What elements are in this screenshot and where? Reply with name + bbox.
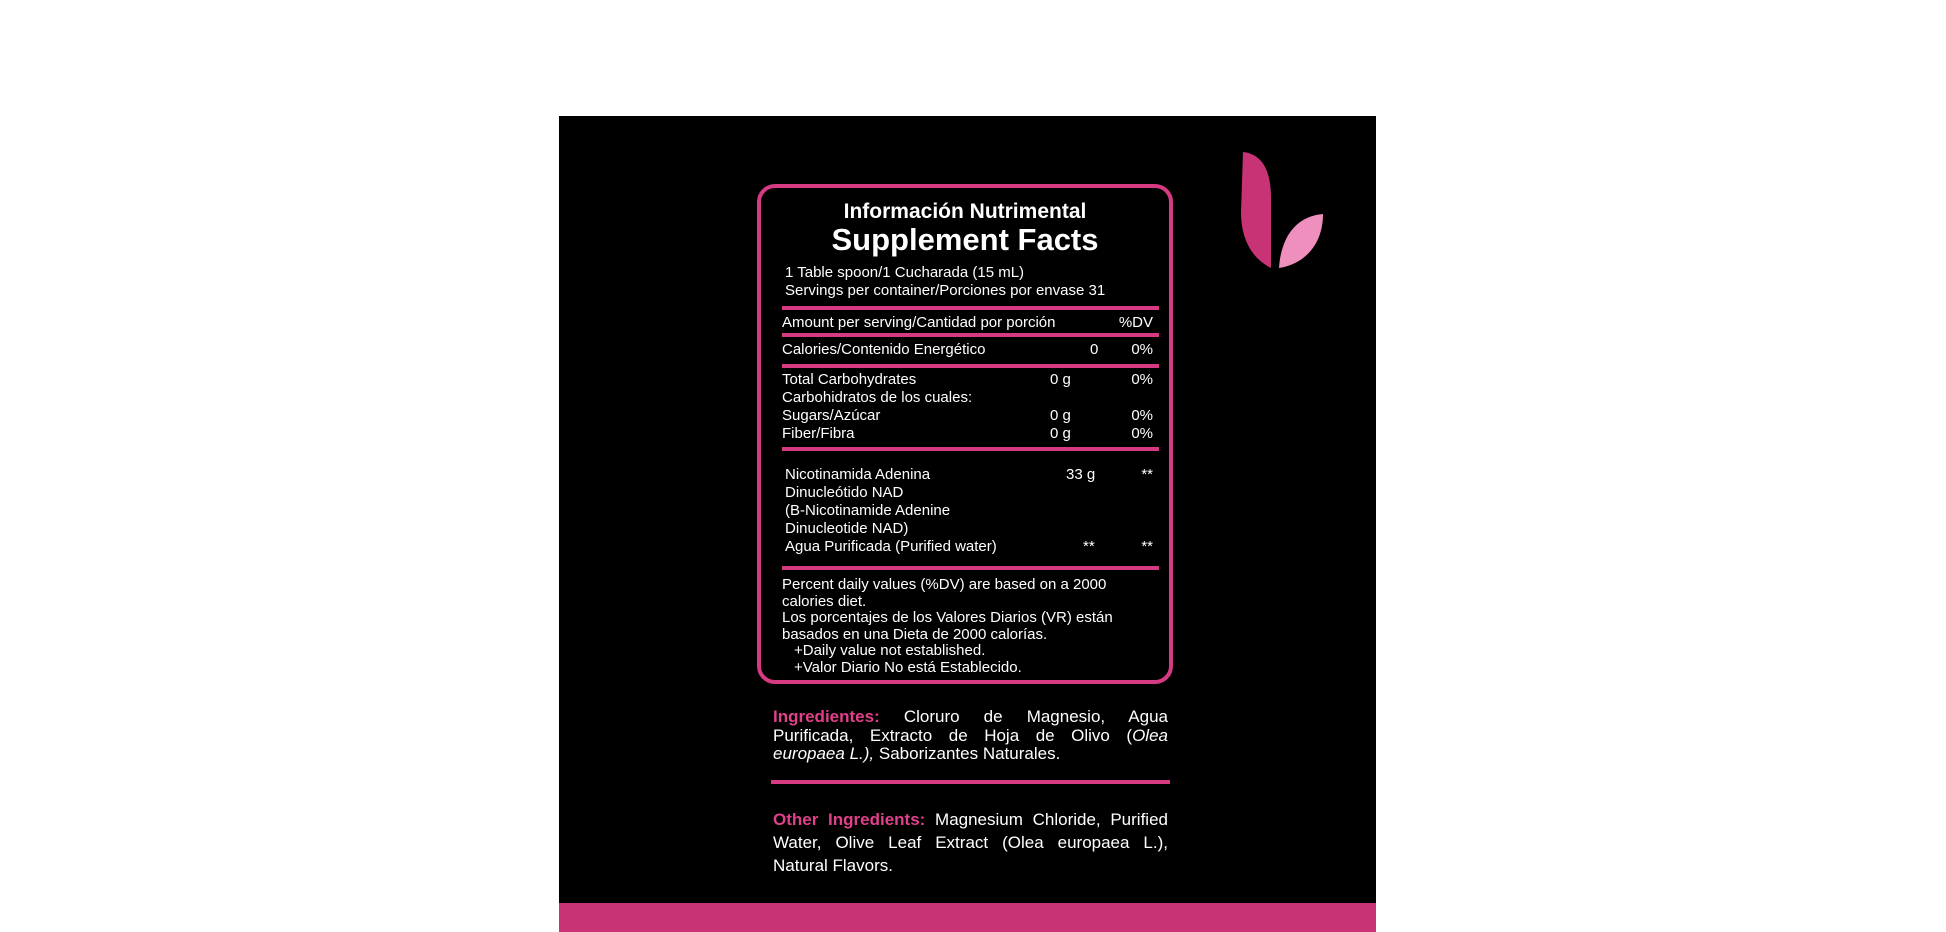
leaf-logo-icon (1239, 150, 1323, 268)
calories-label: Calories/Contenido Energético (782, 341, 986, 358)
ingredients-es-italic: Olea europaea L.), (773, 725, 1168, 763)
divider (782, 447, 1159, 451)
footnote-line: Percent daily values (%DV) are based on a 2000 (782, 576, 1107, 593)
footnotes (782, 577, 1162, 676)
carb-label: Total Carbohydrates (782, 371, 917, 388)
carb-dv: 0% (1131, 371, 1153, 388)
serving-size: 1 Table spoon/1 Cucharada (15 mL) (785, 264, 1025, 281)
footnote-line: Los porcentajes de los Valores Diarios (VR) están (782, 609, 1113, 626)
ingredients-es (773, 708, 1168, 764)
ingredients-es-label: Ingredientes: (773, 707, 880, 726)
carb-amount: 0 g (1050, 425, 1071, 442)
serving-info (785, 264, 1105, 300)
carb-label: Fiber/Fibra (782, 425, 855, 442)
carb-label: Sugars/Azúcar (782, 407, 881, 424)
servings-per-container: Servings per container/Porciones por envase 31 (785, 282, 1106, 299)
divider (782, 566, 1159, 570)
active-label: Agua Purificada (Purified water) (785, 538, 997, 555)
supplement-facts-panel (757, 184, 1173, 684)
active-label: Dinucleótido NAD (785, 484, 904, 501)
footnote-line: basados en una Dieta de 2000 calorías. (782, 625, 1048, 643)
dv-header: %DV (1118, 314, 1153, 331)
carb-amount: 0 g (1050, 371, 1071, 388)
active-dv: ** (1141, 538, 1153, 555)
divider (782, 306, 1159, 310)
divider (782, 333, 1159, 337)
carb-label: Carbohidratos de los cuales: (782, 389, 973, 406)
bottom-band (559, 903, 1376, 932)
ingredients-es-text: Cloruro de Magnesio, Agua Purificada, Extracto de Hoja de Olivo ( (773, 707, 1168, 745)
calories-dv: 0% (1131, 341, 1153, 358)
footnote-line: +Daily value not established. (794, 642, 986, 659)
active-label: (B-Nicotinamide Adenine (785, 502, 951, 519)
label-panel (559, 116, 1376, 932)
facts-title-en: Supplement Facts (831, 222, 1099, 257)
footnote-line: +Valor Diario No está Establecido. (794, 658, 1022, 676)
facts-title-es: Información Nutrimental (843, 200, 1087, 223)
active-amount: 33 g (1066, 466, 1096, 483)
active-label: Nicotinamida Adenina (785, 466, 931, 483)
footnote-line: calories diet. (782, 592, 867, 610)
ingredients-es-text-end: Saborizantes Naturales. (874, 744, 1061, 763)
calories-amount: 0 (1090, 341, 1099, 358)
carb-amount: 0 g (1050, 407, 1071, 424)
active-label: Dinucleotide NAD) (785, 520, 909, 537)
carb-dv: 0% (1131, 425, 1153, 442)
divider (782, 364, 1159, 368)
active-amount: ** (1083, 538, 1095, 555)
carb-dv: 0% (1131, 407, 1153, 424)
active-dv: ** (1141, 466, 1153, 483)
ingredients-en (773, 808, 1168, 877)
amount-header: Amount per serving/Cantidad por porción (782, 314, 1056, 331)
ingredients-divider (771, 780, 1170, 784)
ingredients-en-text: Magnesium Chloride, Purified Water, Olive Leaf Extract (Olea europaea L.), Natural Flavors. (773, 810, 1168, 875)
ingredients-en-label: Other Ingredients: (773, 810, 926, 829)
